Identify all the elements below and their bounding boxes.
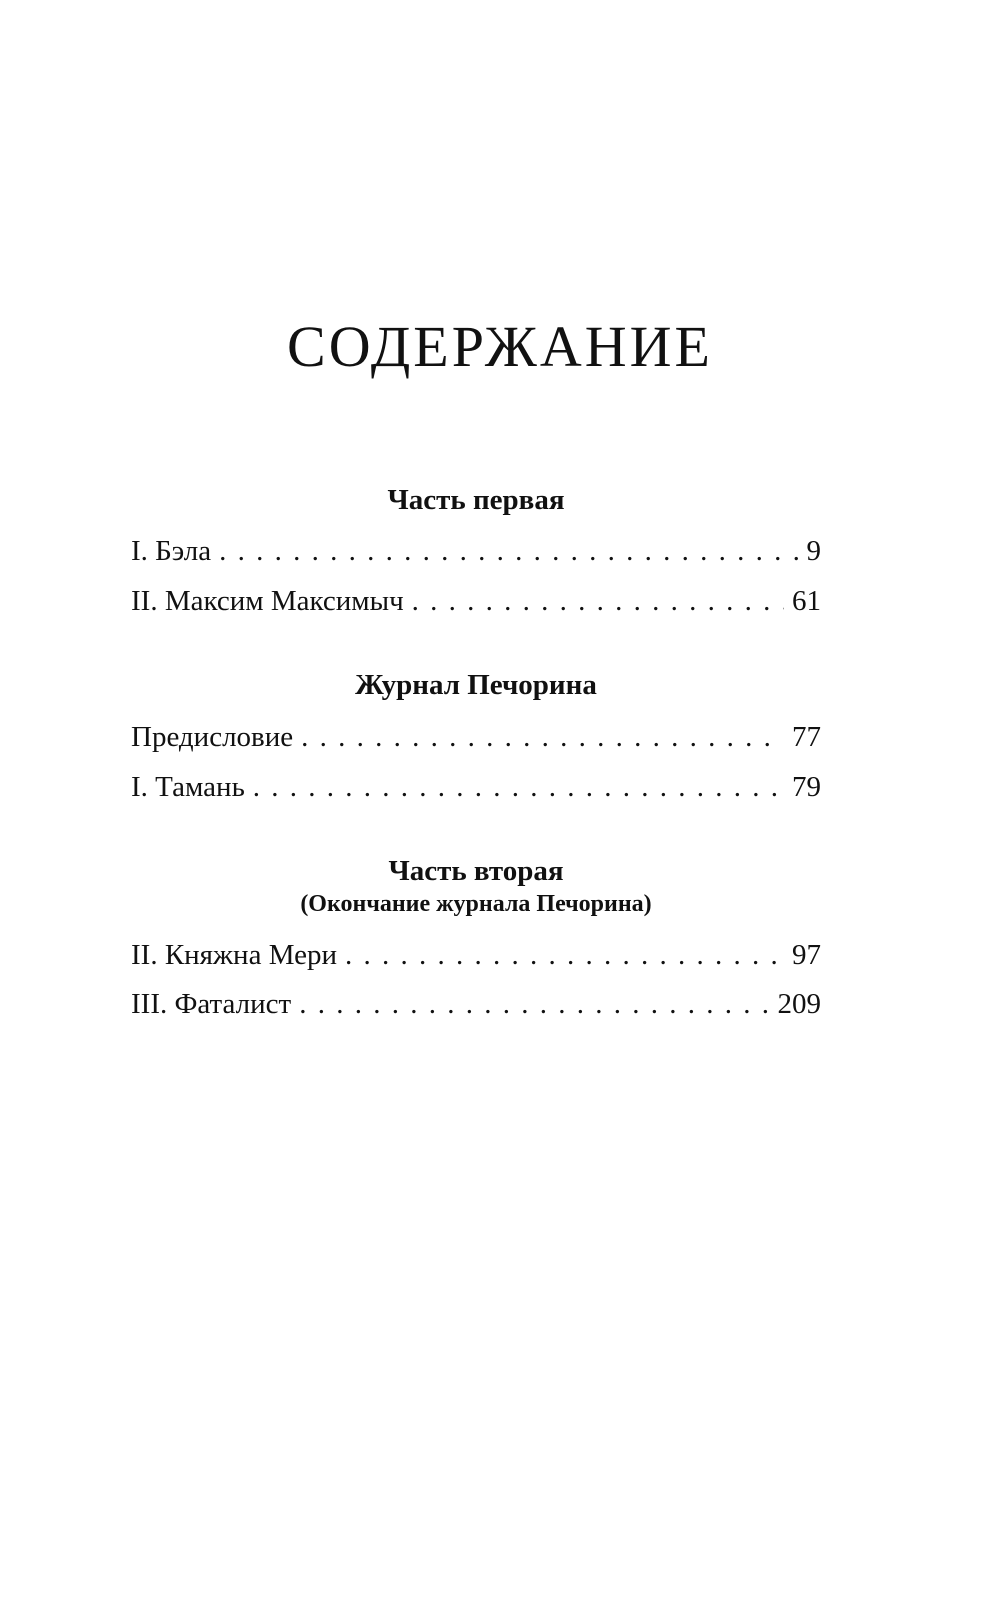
- toc-entry-page: 9: [806, 535, 821, 567]
- toc-entry-page: 79: [792, 771, 821, 803]
- toc-entry-page: 61: [792, 585, 821, 617]
- toc-entry-page: 209: [777, 988, 821, 1020]
- toc-entry-fatalist[interactable]: [131, 990, 821, 1019]
- dot-leader: [219, 537, 798, 566]
- dot-leader: [299, 990, 769, 1019]
- section-heading-part-one: Часть первая: [387, 484, 565, 516]
- toc-entry-taman[interactable]: [131, 773, 821, 802]
- toc-entry-label: II. Максим Максимыч: [131, 585, 404, 617]
- section-heading-part-two: Часть вторая: [388, 855, 564, 887]
- toc-entry-bela[interactable]: [131, 537, 821, 566]
- toc-entry-page: 97: [792, 939, 821, 971]
- toc-entry-label: III. Фаталист: [131, 988, 292, 1020]
- toc-entry-page: 77: [792, 721, 821, 753]
- toc-entry-label: I. Тамань: [131, 771, 245, 803]
- toc-entry-label: I. Бэла: [131, 535, 212, 567]
- toc-entry-preface[interactable]: [131, 723, 821, 752]
- dot-leader: [253, 773, 784, 802]
- dot-leader: [301, 723, 784, 752]
- toc-entry-princess-mary[interactable]: [131, 941, 821, 970]
- section-subheading-part-two: (Окончание журнала Печорина): [300, 891, 652, 917]
- page-title: СОДЕРЖАНИЕ: [287, 314, 713, 379]
- dot-leader: [345, 941, 784, 970]
- section-heading-pechorin-journal: Журнал Печорина: [355, 669, 597, 701]
- toc-entry-label: II. Княжна Мери: [131, 939, 337, 971]
- dot-leader: [412, 587, 784, 616]
- toc-entry-label: Предисловие: [131, 721, 294, 753]
- toc-entry-maksim-maksimych[interactable]: [131, 587, 821, 616]
